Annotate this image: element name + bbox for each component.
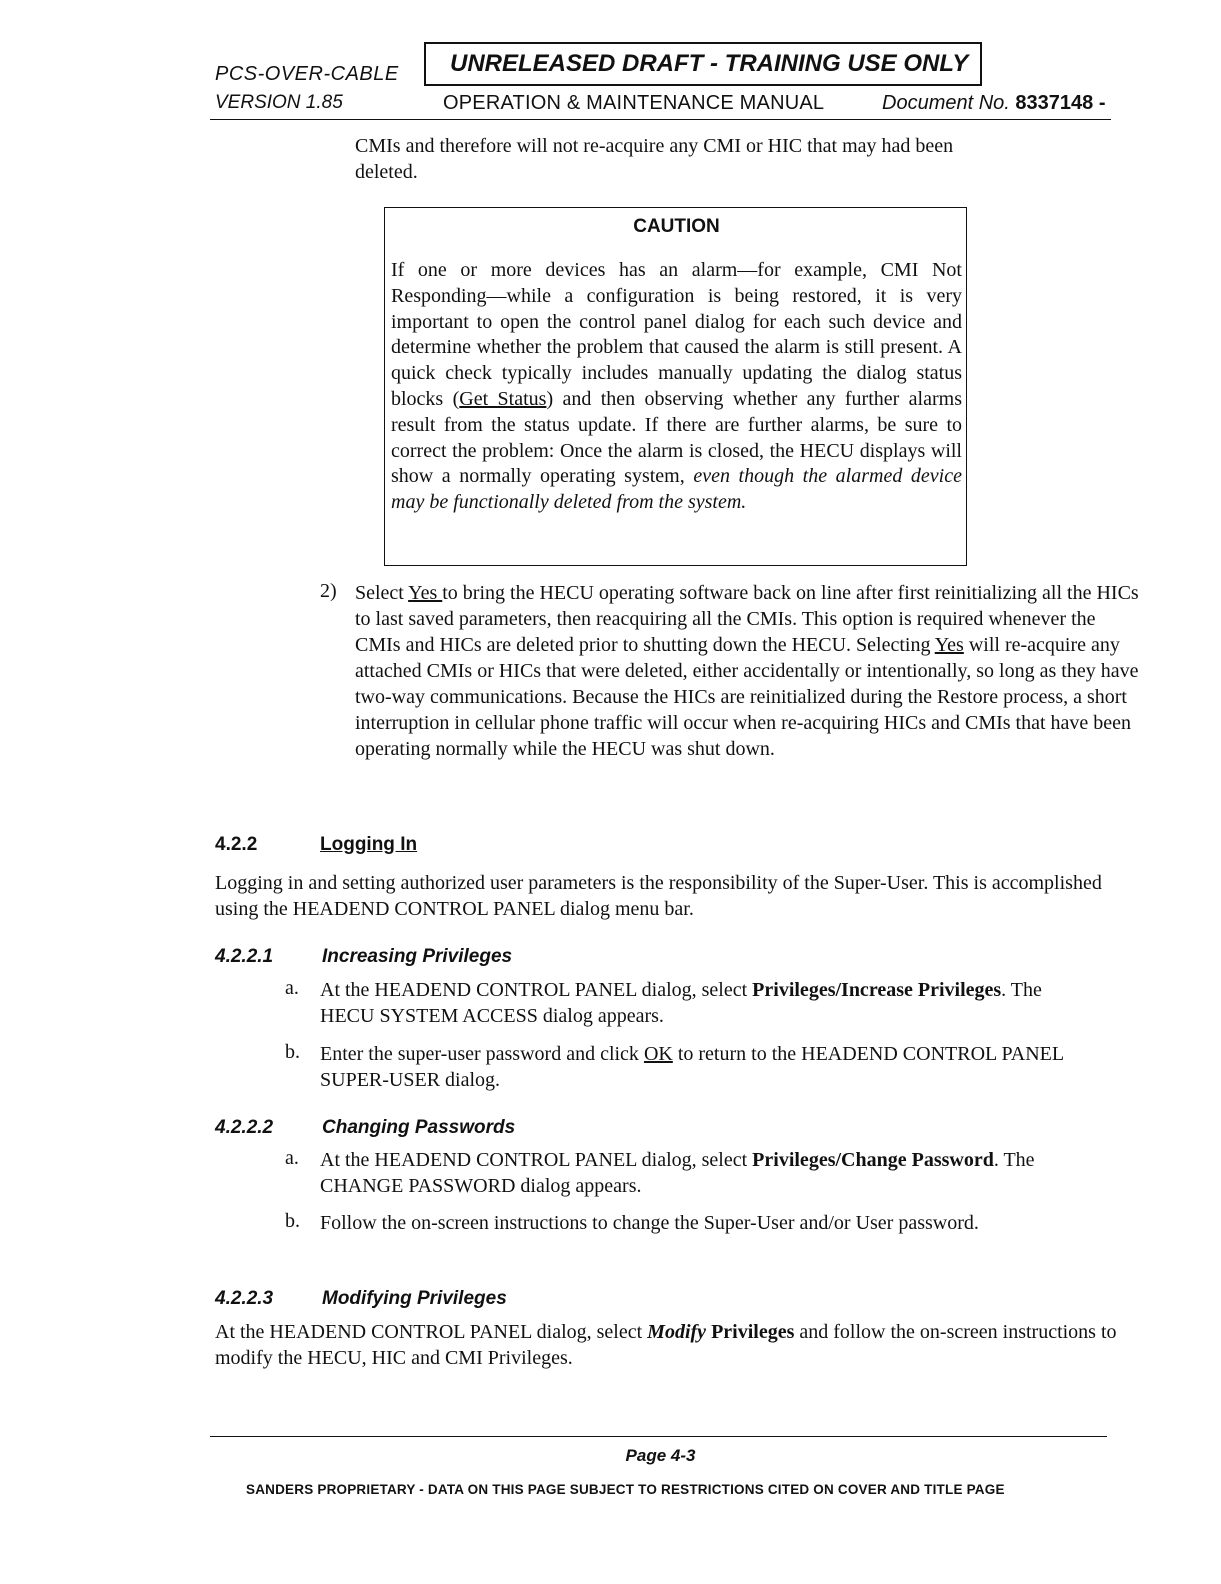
section-4-2-2-3-body	[215, 1319, 1140, 1371]
section-4-2-2-3-title: Modifying Privileges	[322, 1288, 507, 1309]
list-letter-a: a.	[285, 1147, 299, 1169]
get-status-link: Get Status	[459, 387, 547, 410]
item-2-text-2: to bring the HECU operating software back on line after first reinitializing all the HICs to last saved parameters, then reacquiring all the CMIs. This option is required whenever the CMIs and HICs are deleted prior to shutting down the HECU. Selecting	[355, 582, 1139, 656]
modify-bold-italic: Modify	[647, 1321, 707, 1343]
list-letter-b: b.	[285, 1210, 300, 1232]
document-number: 8337148 -	[1015, 92, 1106, 114]
section-4-2-2-1-item-b	[320, 1041, 1080, 1093]
caution-box	[384, 207, 967, 566]
caution-title: CAUTION	[633, 216, 720, 237]
item-a-text-1: At the HEADEND CONTROL PANEL dialog, select	[320, 979, 753, 1001]
caution-body	[391, 258, 962, 516]
item-b-text-2: to return to the HEADEND CONTROL PANEL SUPER-USER dialog.	[320, 1043, 1064, 1091]
intro-line-2: deleted.	[355, 161, 418, 183]
caution-text-1: If one or more devices has an alarm—for example, CMI Not Responding—while a configuration is being restored, it is very important to open the control panel dialog for each such device and determine whether the problem that caused the alarm is still present. A quick check typically includes manually updating the dialog status blocks (	[391, 259, 962, 410]
draft-notice-text: UNRELEASED DRAFT - TRAINING USE ONLY	[450, 50, 969, 77]
document-number-line	[882, 92, 1105, 115]
ok-link: OK	[643, 1043, 673, 1065]
item-b-text-1: Enter the super-user password and click	[320, 1043, 644, 1065]
item-a-text-1: At the HEADEND CONTROL PANEL dialog, select	[320, 1149, 753, 1171]
section-4-2-2-number: 4.2.2	[215, 834, 258, 855]
item-2-number: 2)	[320, 580, 337, 602]
proprietary-notice: SANDERS PROPRIETARY - DATA ON THIS PAGE SUBJECT TO RESTRICTIONS CITED ON COVER AND TITLE PAGE	[246, 1482, 1005, 1497]
list-letter-a: a.	[285, 977, 299, 999]
draft-notice-box	[424, 42, 982, 86]
item-a-text-2: . The HECU SYSTEM ACCESS dialog appears.	[320, 979, 1042, 1027]
section-4-2-2-2-item-b: Follow the on-screen instructions to change the Super-User and/or User password.	[320, 1212, 979, 1234]
item-a-text-2: . The CHANGE PASSWORD dialog appears.	[320, 1149, 1035, 1197]
version-label: VERSION 1.85	[215, 92, 343, 113]
section-4-2-2-3-number: 4.2.2.3	[215, 1288, 274, 1309]
section-4-2-2-title: Logging In	[320, 834, 418, 855]
item-a-bold: Privileges/Change Password	[752, 1149, 994, 1171]
intro-line-1: CMIs and therefore will not re-acquire any CMI or HIC that may had been	[355, 135, 954, 157]
modify-bold: Privileges	[706, 1321, 795, 1343]
document-label: Document No.	[882, 92, 1010, 114]
list-letter-b: b.	[285, 1041, 300, 1063]
section-4-2-2-2-number: 4.2.2.2	[215, 1117, 274, 1138]
section-4-2-2-body: Logging in and setting authorized user parameters is the responsibility of the Super-User. This is accomplished using the HEADEND CONTROL PANEL dialog menu bar.	[215, 872, 1102, 920]
item-a-bold: Privileges/Increase Privileges	[752, 979, 1002, 1001]
caution-text-2: ) and then observing whether any further alarms result from the status update. If there are further alarms, be sure to correct the problem: Once the alarm is closed, the HECU displays will show a normally operating system,	[391, 387, 962, 488]
page-number: Page 4-3	[625, 1446, 696, 1465]
section-4-2-2-1-number: 4.2.2.1	[215, 946, 274, 967]
section-4-2-2-1-title: Increasing Privileges	[322, 946, 513, 967]
section-4-2-2-2-title: Changing Passwords	[322, 1117, 516, 1138]
item-2-paragraph	[355, 580, 1145, 762]
section-4-2-2-2-item-a	[320, 1147, 1100, 1199]
section-4-2-2-1-item-a	[320, 977, 1100, 1029]
modify-text-1: At the HEADEND CONTROL PANEL dialog, select	[215, 1321, 648, 1343]
item-2-text-3: will re-acquire any attached CMIs or HICs that were deleted, either accidentally or intentionally, so long as they have two-way communications. Because the HICs are reinitialized during the Restore process, a short interruption in cellular phone traffic will occur when re-acquiring HICs and CMIs that have been operating normally while the HECU was shut down.	[355, 634, 1139, 760]
product-name: PCS-OVER-CABLE	[215, 63, 399, 85]
modify-text-2: and follow the on-screen instructions to modify the HECU, HIC and CMI Privileges.	[215, 1321, 1117, 1369]
manual-title: OPERATION & MAINTENANCE MANUAL	[443, 92, 825, 114]
item-2-text-1: Select	[355, 582, 409, 604]
header-divider	[210, 119, 1111, 120]
caution-italic-tail: even though the alarmed device may be functionally deleted from the system.	[391, 465, 962, 514]
footer-divider	[210, 1436, 1107, 1437]
yes-link-2: Yes	[934, 634, 964, 656]
yes-link-1: Yes	[408, 582, 443, 604]
intro-paragraph	[355, 133, 1115, 185]
